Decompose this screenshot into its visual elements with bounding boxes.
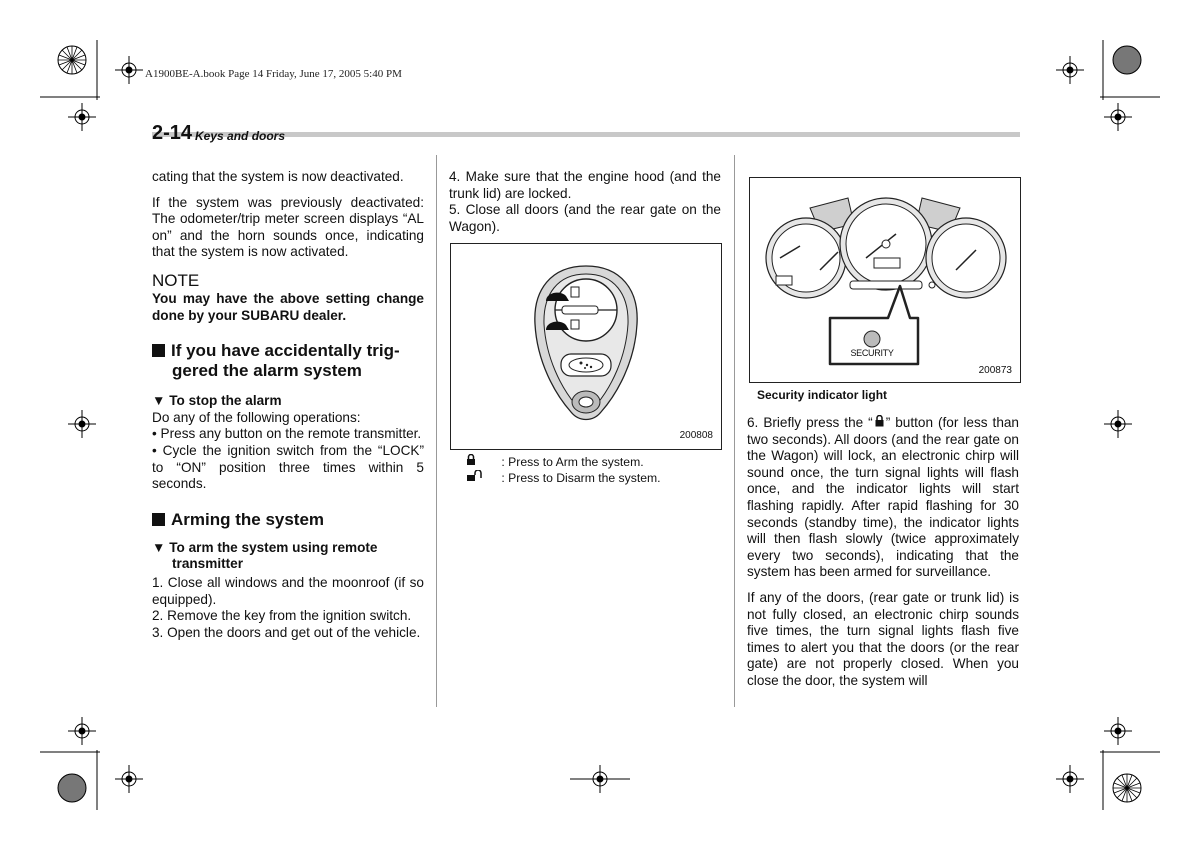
figure-id: 200873	[978, 365, 1012, 376]
note-heading: NOTE	[152, 270, 200, 290]
step-1: 1. Close all windows and the moonroof (if so equipped).	[152, 574, 424, 607]
triangle-down-icon: ▼	[152, 539, 166, 555]
square-bullet-icon	[152, 344, 165, 357]
section-title: Keys and doors	[195, 129, 286, 143]
starburst-mark-br	[1113, 774, 1141, 802]
stop-intro: Do any of the following operations:	[152, 409, 361, 425]
figure-id: 200808	[679, 430, 713, 441]
security-label: SECURITY	[850, 348, 894, 358]
remote-transmitter-figure	[450, 243, 722, 450]
step-5: 5. Close all doors (and the rear gate on the Wagon).	[449, 202, 721, 234]
heading-arming: Arming the system	[152, 510, 424, 530]
column-3	[747, 415, 1019, 690]
remote-legend	[466, 454, 726, 486]
step-6: 6. Briefly press the “ ” button (for less than two seconds). All doors (and the rear gate on the Wagon) will lock, an electronic chirp will sound once, the turn signal lights will flash once, and the indicator lights will start flashing rapidly. After rapid flashing for 30 seconds (standby time), the indicator lights will then flash slowly (twice approximately every two seconds), indicating that the system has been armed for surveillance.	[747, 415, 1019, 580]
starburst-mark-tl	[58, 46, 86, 74]
figure-caption: Security indicator light	[757, 388, 888, 402]
column-divider-2	[734, 155, 735, 707]
legend-disarm-row: : Press to Disarm the system.	[466, 470, 726, 486]
triangle-down-icon: ▼	[152, 393, 166, 409]
gray-mark-bl	[58, 774, 86, 802]
lock-closed-icon	[466, 454, 486, 470]
paragraph-deactivated: cating that the system is now deactivated.	[152, 169, 404, 184]
step-4: 4. Make sure that the engine hood (and the trunk lid) are locked.	[449, 169, 721, 201]
square-bullet-icon	[152, 513, 165, 526]
column-1	[152, 169, 424, 641]
lock-button-icon	[873, 415, 886, 432]
security-indicator-figure	[749, 177, 1021, 383]
book-file-line: A1900BE-A.book Page 14 Friday, June 17, 2005 5:40 PM	[145, 68, 402, 80]
stop-bullet-1: • Press any button on the remote transmitter.	[152, 426, 422, 442]
paragraph-previously-deactivated: If the system was previously deactivated: The odometer/trip meter screen displays “AL on” and the horn sounds once, indicating that the system is now activated.	[152, 194, 424, 260]
subheading-stop-alarm: ▼ To stop the alarm	[152, 393, 282, 409]
subheading-arm-remote: ▼ To arm the system using remote transmitter	[152, 539, 378, 572]
gray-mark-tr	[1113, 46, 1141, 74]
remote-transmitter-illustration	[451, 244, 721, 449]
stop-bullet-2: • Cycle the ignition switch from the “LOCK” to “ON” position three times within 5 seconds.	[152, 442, 424, 492]
legend-arm-row: : Press to Arm the system.	[466, 454, 726, 470]
paragraph-doors-not-closed: If any of the doors, (rear gate or trunk lid) is not fully closed, an electronic chirp sounds five times, the turn signal lights flash five times to alert you that the doors (or the rear gate) are not properly closed. When you close the door, the system will	[747, 589, 1019, 688]
column-divider-1	[436, 155, 437, 707]
section-number: 2-14	[152, 122, 193, 144]
step-3: 3. Open the doors and get out of the vehicle.	[152, 624, 421, 640]
heading-alarm-triggered: If you have accidentally trig- gered the alarm system	[152, 341, 424, 381]
lock-open-icon	[466, 470, 486, 486]
step-2: 2. Remove the key from the ignition switch.	[152, 608, 412, 624]
note-text: You may have the above setting change done by your SUBARU dealer.	[152, 290, 424, 323]
column-2	[449, 169, 721, 235]
